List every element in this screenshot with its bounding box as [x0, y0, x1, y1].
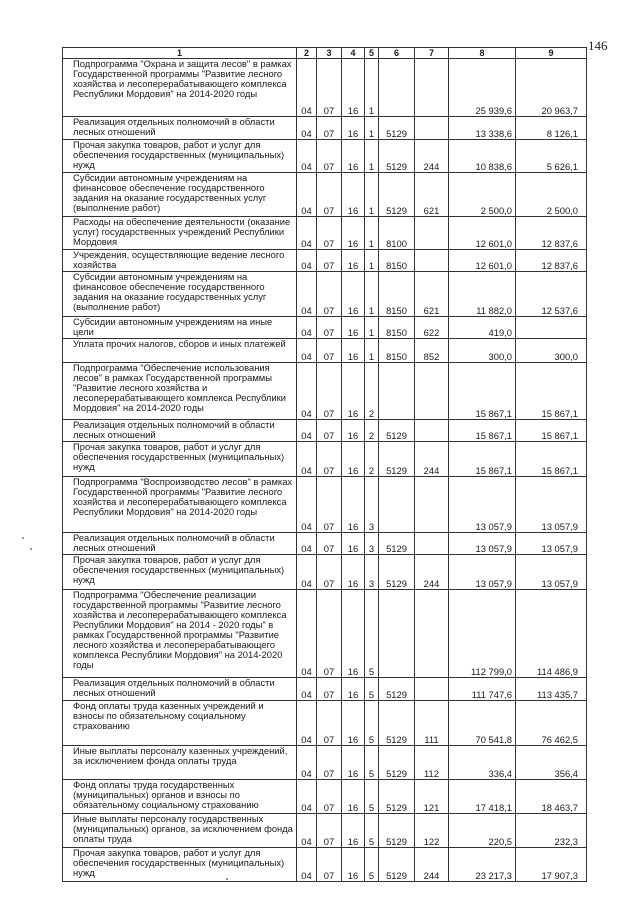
- scan-speck: [30, 548, 32, 550]
- cell-col-4: 16: [342, 848, 365, 882]
- cell-col-6: [379, 477, 415, 533]
- cell-col-4: 16: [342, 442, 365, 477]
- cell-amount-9: 12 537,6: [516, 272, 587, 317]
- scan-speck: [226, 878, 228, 880]
- cell-col-2: 04: [297, 173, 317, 217]
- cell-col-2: 04: [297, 59, 317, 117]
- cell-amount-9: 15 867,1: [516, 420, 587, 442]
- cell-amount-9: 232,3: [516, 814, 587, 848]
- cell-col-4: 16: [342, 363, 365, 420]
- cell-amount-8: 23 217,3: [449, 848, 516, 882]
- cell-col-6: 5129: [379, 533, 415, 555]
- cell-col-2: 04: [297, 442, 317, 477]
- cell-col-6: 5129: [379, 848, 415, 882]
- cell-col-3: 07: [317, 555, 342, 590]
- row-name-cell: Подпрограмма "Обеспечение использования лесов" в рамках Государственной программы "Развитие лесного хозяйства и лесоперерабатывающего комплекса Республики Мордовия" на 2014-2020 годы: [63, 363, 297, 420]
- cell-col-7: 112: [415, 746, 449, 780]
- cell-col-4: 16: [342, 780, 365, 814]
- table-row: [63, 814, 587, 848]
- cell-col-5: 3: [365, 533, 379, 555]
- cell-col-3: 07: [317, 59, 342, 117]
- cell-col-3: 07: [317, 701, 342, 746]
- row-name-cell: Прочая закупка товаров, работ и услуг для обеспечения государственных (муниципальных) нужд: [63, 442, 297, 477]
- cell-col-5: 2: [365, 420, 379, 442]
- cell-col-7: 121: [415, 780, 449, 814]
- cell-col-5: 5: [365, 746, 379, 780]
- table-row: [63, 420, 587, 442]
- cell-col-7: [415, 420, 449, 442]
- cell-col-2: 04: [297, 590, 317, 678]
- cell-amount-9: 20 963,7: [516, 59, 587, 117]
- row-name-cell: Реализация отдельных полномочий в области лесных отношений: [63, 678, 297, 701]
- cell-amount-8: 13 057,9: [449, 555, 516, 590]
- cell-col-6: 5129: [379, 420, 415, 442]
- row-name-cell: Уплата прочих налогов, сборов и иных платежей: [63, 339, 297, 363]
- cell-col-3: 07: [317, 173, 342, 217]
- cell-col-5: 3: [365, 477, 379, 533]
- table-row: [63, 555, 587, 590]
- cell-col-6: [379, 363, 415, 420]
- cell-amount-8: 300,0: [449, 339, 516, 363]
- cell-col-6: [379, 590, 415, 678]
- cell-col-3: 07: [317, 442, 342, 477]
- cell-col-2: 04: [297, 140, 317, 173]
- table-row: [63, 173, 587, 217]
- cell-col-6: 5129: [379, 442, 415, 477]
- cell-col-6: 5129: [379, 701, 415, 746]
- cell-col-6: 5129: [379, 555, 415, 590]
- cell-col-5: 1: [365, 272, 379, 317]
- cell-col-5: 1: [365, 217, 379, 250]
- cell-col-5: 1: [365, 339, 379, 363]
- row-name-cell: Иные выплаты персоналу государственных (муниципальных) органов, за исключением фонда оплаты труда: [63, 814, 297, 848]
- cell-col-2: 04: [297, 701, 317, 746]
- cell-col-5: 1: [365, 117, 379, 140]
- table-row: [63, 678, 587, 701]
- cell-col-3: 07: [317, 420, 342, 442]
- cell-col-5: 1: [365, 250, 379, 272]
- cell-col-4: 16: [342, 477, 365, 533]
- table-row: [63, 272, 587, 317]
- cell-amount-8: 15 867,1: [449, 420, 516, 442]
- table-row: [63, 590, 587, 678]
- cell-col-3: 07: [317, 217, 342, 250]
- cell-col-6: 5129: [379, 117, 415, 140]
- cell-amount-9: 15 867,1: [516, 442, 587, 477]
- cell-amount-9: 114 486,9: [516, 590, 587, 678]
- scan-speck: [22, 537, 24, 539]
- cell-amount-9: 300,0: [516, 339, 587, 363]
- cell-col-6: 8150: [379, 250, 415, 272]
- cell-amount-9: 12 837,6: [516, 250, 587, 272]
- cell-col-3: 07: [317, 317, 342, 339]
- row-name-cell: Прочая закупка товаров, работ и услуг для обеспечения государственных (муниципальных) нужд: [63, 555, 297, 590]
- cell-col-4: 16: [342, 420, 365, 442]
- cell-amount-8: 15 867,1: [449, 442, 516, 477]
- cell-col-5: 1: [365, 59, 379, 117]
- cell-col-7: 244: [415, 140, 449, 173]
- table-row: [63, 848, 587, 882]
- row-name-cell: Прочая закупка товаров, работ и услуг для обеспечения государственных (муниципальных) нужд: [63, 140, 297, 173]
- row-name-cell: Подпрограмма "Воспроизводство лесов" в рамках Государственной программы "Развитие лесного хозяйства и лесоперерабатывающего комплекса Республики Мордовия" на 2014-2020 годы: [63, 477, 297, 533]
- cell-amount-8: 220,5: [449, 814, 516, 848]
- cell-col-7: [415, 117, 449, 140]
- cell-col-2: 04: [297, 363, 317, 420]
- cell-amount-8: 12 601,0: [449, 217, 516, 250]
- page-number: 146: [588, 38, 608, 53]
- cell-col-7: 621: [415, 272, 449, 317]
- row-name-cell: Субсидии автономным учреждениям на финансовое обеспечение государственного задания на оказание государственных услуг (выполнение работ): [63, 173, 297, 217]
- cell-col-6: 5129: [379, 678, 415, 701]
- cell-amount-8: 111 747,6: [449, 678, 516, 701]
- cell-amount-9: [516, 317, 587, 339]
- cell-col-4: 16: [342, 173, 365, 217]
- cell-col-4: 16: [342, 533, 365, 555]
- table-row: [63, 59, 587, 117]
- col-header: 2: [297, 48, 317, 59]
- header-row: [63, 48, 587, 59]
- cell-col-4: 16: [342, 59, 365, 117]
- row-name-cell: Иные выплаты персоналу казенных учреждений, за исключением фонда оплаты труда: [63, 746, 297, 780]
- cell-amount-9: 5 626,1: [516, 140, 587, 173]
- cell-col-6: 8150: [379, 339, 415, 363]
- cell-col-3: 07: [317, 339, 342, 363]
- cell-col-5: 5: [365, 590, 379, 678]
- col-header: 8: [449, 48, 516, 59]
- cell-amount-9: 13 057,9: [516, 477, 587, 533]
- cell-amount-8: 17 418,1: [449, 780, 516, 814]
- cell-col-2: 04: [297, 250, 317, 272]
- cell-amount-9: 356,4: [516, 746, 587, 780]
- table-row: [63, 317, 587, 339]
- table-row: [63, 701, 587, 746]
- cell-col-7: [415, 590, 449, 678]
- cell-col-2: 04: [297, 848, 317, 882]
- cell-amount-9: 8 126,1: [516, 117, 587, 140]
- cell-col-2: 04: [297, 814, 317, 848]
- col-header: 6: [379, 48, 415, 59]
- table-row: [63, 477, 587, 533]
- cell-col-7: [415, 217, 449, 250]
- cell-col-2: 04: [297, 217, 317, 250]
- cell-col-4: 16: [342, 317, 365, 339]
- cell-col-7: 111: [415, 701, 449, 746]
- cell-amount-8: 2 500,0: [449, 173, 516, 217]
- cell-col-4: 16: [342, 140, 365, 173]
- cell-col-5: 5: [365, 814, 379, 848]
- table-row: [63, 117, 587, 140]
- col-header: 1: [63, 48, 297, 59]
- cell-col-5: 2: [365, 442, 379, 477]
- cell-col-2: 04: [297, 533, 317, 555]
- table-row: [63, 363, 587, 420]
- cell-col-7: [415, 533, 449, 555]
- row-name-cell: Учреждения, осуществляющие ведение лесного хозяйства: [63, 250, 297, 272]
- table-row: [63, 339, 587, 363]
- cell-amount-8: 15 867,1: [449, 363, 516, 420]
- cell-amount-9: 76 462,5: [516, 701, 587, 746]
- col-header: 3: [317, 48, 342, 59]
- cell-col-7: [415, 250, 449, 272]
- cell-col-3: 07: [317, 272, 342, 317]
- cell-col-2: 04: [297, 117, 317, 140]
- cell-col-2: 04: [297, 317, 317, 339]
- cell-col-6: 5129: [379, 173, 415, 217]
- row-name-cell: Прочая закупка товаров, работ и услуг для обеспечения государственных (муниципальных) нужд: [63, 848, 297, 882]
- cell-col-7: 122: [415, 814, 449, 848]
- row-name-cell: Фонд оплаты труда казенных учреждений и взносы по обязательному социальному страхованию: [63, 701, 297, 746]
- cell-col-7: [415, 59, 449, 117]
- cell-col-5: 5: [365, 678, 379, 701]
- cell-col-4: 16: [342, 272, 365, 317]
- row-name-cell: Расходы на обеспечение деятельности (оказание услуг) государственных учреждений Республики Мордовия: [63, 217, 297, 250]
- cell-col-5: 3: [365, 555, 379, 590]
- cell-col-2: 04: [297, 272, 317, 317]
- row-name-cell: Реализация отдельных полномочий в области лесных отношений: [63, 533, 297, 555]
- cell-col-7: 852: [415, 339, 449, 363]
- cell-col-3: 07: [317, 250, 342, 272]
- budget-table: [62, 47, 587, 882]
- cell-col-5: 5: [365, 780, 379, 814]
- cell-amount-9: 15 867,1: [516, 363, 587, 420]
- cell-col-7: [415, 678, 449, 701]
- cell-col-3: 07: [317, 848, 342, 882]
- cell-amount-8: 13 057,9: [449, 477, 516, 533]
- col-header: 5: [365, 48, 379, 59]
- row-name-cell: Субсидии автономным учреждениям на финансовое обеспечение государственного задания на оказание государственных услуг (выполнение работ): [63, 272, 297, 317]
- cell-col-2: 04: [297, 420, 317, 442]
- cell-col-7: [415, 477, 449, 533]
- cell-col-6: [379, 59, 415, 117]
- cell-amount-9: 12 837,6: [516, 217, 587, 250]
- cell-col-5: 5: [365, 701, 379, 746]
- cell-amount-9: 13 057,9: [516, 555, 587, 590]
- col-header: 4: [342, 48, 365, 59]
- cell-col-2: 04: [297, 678, 317, 701]
- cell-amount-8: 12 601,0: [449, 250, 516, 272]
- cell-amount-8: 25 939,6: [449, 59, 516, 117]
- row-name-cell: Фонд оплаты труда государственных (муниципальных) органов и взносы по обязательному социальному страхованию: [63, 780, 297, 814]
- cell-col-7: 244: [415, 848, 449, 882]
- cell-col-4: 16: [342, 746, 365, 780]
- cell-col-4: 16: [342, 678, 365, 701]
- cell-col-3: 07: [317, 363, 342, 420]
- cell-amount-9: 17 907,3: [516, 848, 587, 882]
- cell-col-7: 621: [415, 173, 449, 217]
- table-row: [63, 746, 587, 780]
- cell-col-5: 1: [365, 173, 379, 217]
- cell-amount-8: 10 838,6: [449, 140, 516, 173]
- cell-col-4: 16: [342, 250, 365, 272]
- cell-col-3: 07: [317, 814, 342, 848]
- table-row: [63, 140, 587, 173]
- cell-amount-9: 18 463,7: [516, 780, 587, 814]
- cell-amount-8: 70 541,8: [449, 701, 516, 746]
- cell-col-2: 04: [297, 780, 317, 814]
- table-row: [63, 217, 587, 250]
- cell-col-4: 16: [342, 555, 365, 590]
- cell-amount-8: 419,0: [449, 317, 516, 339]
- cell-amount-9: 13 057,9: [516, 533, 587, 555]
- cell-col-7: 622: [415, 317, 449, 339]
- table-row: [63, 780, 587, 814]
- table-row: [63, 442, 587, 477]
- cell-col-4: 16: [342, 701, 365, 746]
- cell-col-5: 1: [365, 317, 379, 339]
- cell-col-6: 5129: [379, 140, 415, 173]
- cell-col-3: 07: [317, 477, 342, 533]
- cell-col-7: 244: [415, 555, 449, 590]
- cell-col-5: 5: [365, 848, 379, 882]
- cell-col-6: 8150: [379, 317, 415, 339]
- table-row: [63, 533, 587, 555]
- cell-col-6: 5129: [379, 746, 415, 780]
- cell-col-3: 07: [317, 780, 342, 814]
- cell-col-5: 2: [365, 363, 379, 420]
- cell-col-3: 07: [317, 117, 342, 140]
- cell-col-6: 8150: [379, 272, 415, 317]
- cell-col-7: [415, 363, 449, 420]
- cell-amount-8: 112 799,0: [449, 590, 516, 678]
- row-name-cell: Реализация отдельных полномочий в области лесных отношений: [63, 420, 297, 442]
- cell-amount-8: 13 057,9: [449, 533, 516, 555]
- row-name-cell: Подпрограмма "Обеспечение реализации государственной программы "Развитие лесного хозяйства и лесоперерабатывающего комплекса Республики Мордовия" на 2014 - 2020 годы" в рамках Государственной программы "Развитие лесного хозяйства и лесоперерабатывающего комплекса Республики Мордовия" на 2014-2020 годы: [63, 590, 297, 678]
- cell-amount-8: 336,4: [449, 746, 516, 780]
- cell-col-6: 5129: [379, 780, 415, 814]
- cell-col-7: 244: [415, 442, 449, 477]
- cell-amount-8: 11 882,0: [449, 272, 516, 317]
- row-name-cell: Субсидии автономным учреждениям на иные цели: [63, 317, 297, 339]
- table-row: [63, 250, 587, 272]
- cell-amount-9: 2 500,0: [516, 173, 587, 217]
- cell-col-4: 16: [342, 590, 365, 678]
- cell-col-4: 16: [342, 814, 365, 848]
- cell-col-3: 07: [317, 746, 342, 780]
- cell-col-2: 04: [297, 746, 317, 780]
- cell-col-2: 04: [297, 555, 317, 590]
- cell-col-3: 07: [317, 590, 342, 678]
- cell-col-3: 07: [317, 678, 342, 701]
- cell-col-3: 07: [317, 140, 342, 173]
- cell-col-2: 04: [297, 339, 317, 363]
- col-header: 9: [516, 48, 587, 59]
- cell-col-5: 1: [365, 140, 379, 173]
- cell-amount-8: 13 338,6: [449, 117, 516, 140]
- row-name-cell: Реализация отдельных полномочий в области лесных отношений: [63, 117, 297, 140]
- cell-col-4: 16: [342, 339, 365, 363]
- row-name-cell: Подпрограмма "Охрана и защита лесов" в рамках Государственной программы "Развитие лесного хозяйства и лесоперерабатывающего комплекса Республики Мордовия" на 2014-2020 годы: [63, 59, 297, 117]
- cell-amount-9: 113 435,7: [516, 678, 587, 701]
- cell-col-4: 16: [342, 117, 365, 140]
- cell-col-6: 5129: [379, 814, 415, 848]
- cell-col-3: 07: [317, 533, 342, 555]
- cell-col-6: 8100: [379, 217, 415, 250]
- col-header: 7: [415, 48, 449, 59]
- cell-col-2: 04: [297, 477, 317, 533]
- cell-col-4: 16: [342, 217, 365, 250]
